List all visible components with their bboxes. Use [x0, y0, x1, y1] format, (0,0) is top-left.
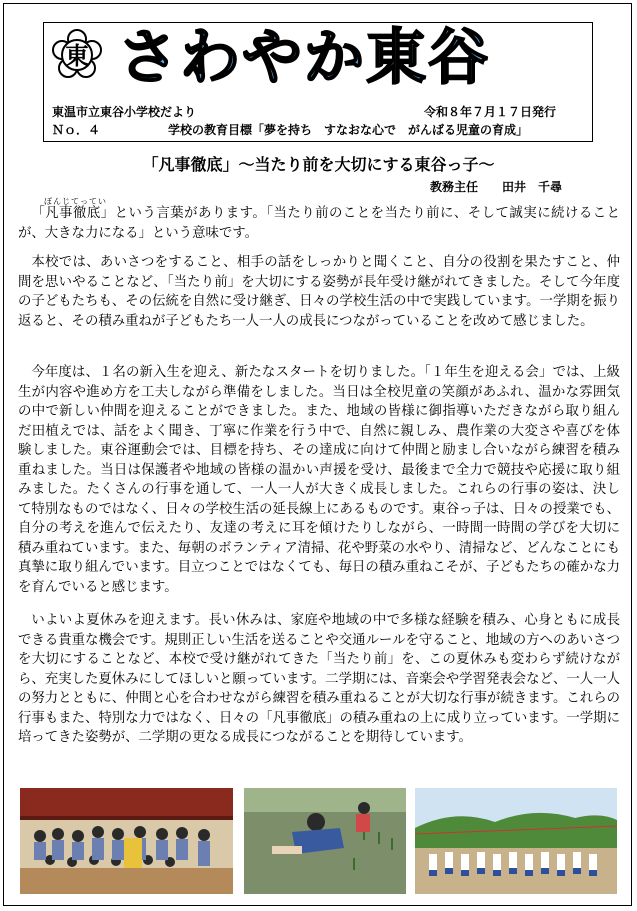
- furigana: ぼんじてってい: [44, 197, 107, 206]
- school-crest-icon: [51, 29, 103, 81]
- crest-character: 東: [65, 42, 89, 70]
- paragraph-1: 「凡事徹底」という言葉があります。「当たり前のことを当たり前に、そして誠実に続けることが、大きな力になる」という意味です。: [18, 206, 620, 241]
- rice-planting-photo: [244, 788, 406, 894]
- paragraph-2: 本校では、あいさつをすること、相手の話をしっかりと聞くこと、自分の役割を果たすこと、仲間を思いやることなど、「当たり前」を大切にする姿勢が長年受け継がれてきました。そして今年度の子どもたちも、その伝統を自然に受け継ぎ、日々の学校生活の中で実践しています。一学期を振り返ると、その積み重ねが子どもたち一人一人の成長につながっていることを改めて感じました。: [18, 255, 620, 329]
- school-name: 東温市立東谷小学校だより: [52, 105, 197, 119]
- article-headline: 「凡事徹底」～当たり前を大切にする東谷っ子～: [142, 155, 495, 174]
- paragraph-4: いよいよ夏休みを迎えます。長い休みは、家庭や地域の中で多様な経験を積み、心身ともに成長できる貴重な機会です。規則正しい生活を送ることや交通ルールを守ること、地域の方へのあいさつを大切にすることなど、本校で受け継がれてきた「当たり前」を、この夏休みも変わらず続けながら、充実した夏休みにしてほしいと願っています。二学期には、音楽会や学習発表会など、一人一人の努力とともに、仲間と心を合わせながら練習を積み重ねることが大切な行事が続きます。これらの行事もまた、特別な力ではなく、日々の「凡事徹底」の積み重ねの上に成り立っています。一学期に培ってきた姿勢が、二学期の更なる成長につながることを期待しています。: [18, 613, 620, 745]
- newsletter-title: さわやか東谷: [118, 23, 490, 93]
- education-goal: 学校の教育目標「夢を持ち すなおな心で がんばる児童の育成」: [168, 123, 529, 137]
- group-photo-stage: [20, 788, 233, 894]
- paragraph-3: 今年度は、１名の新入生を迎え、新たなスタートを切りました。「１年生を迎える会」では、上級生が内容や進め方を工夫しながら準備をしました。当日は全校児童の笑顔があふれ、温かな雰囲気の中で新しい仲間を迎えることができました。また、地域の皆様に御指導いただきながら取り組んだ田植えでは、話をよく聞き、丁寧に作業を行う中で、自然に親しみ、農作業の大変さや喜びを体験しました。東谷運動会では、目標を持ち、その達成に向けて仲間と励まし合いながら練習を積み重ねました。当日は保護者や地域の皆様の温かい声援を受け、最後まで全力で競技や応援に取り組みました。たくさんの行事を通して、一人一人が大きく成長しました。これらの行事の姿は、決して特別なものではなく、日々の学校生活の延長線上にあるものです。東谷っ子は、日々の授業でも、自分の考えを進んで伝えたり、友達の考えに耳を傾けたりしながら、一時間一時間の学びを大切に積み重ねています。また、毎朝のボランティア清掃、花や野菜の水やり、清掃など、どんなことにも真摯に取り組んでいます。目立つことではなくても、毎日の積み重ねこそが、子どもたちの確かな力を育んでいると感じます。: [18, 365, 620, 595]
- sports-day-photo: [415, 788, 617, 894]
- article-author: 教務主任 田井 千尋: [430, 180, 563, 194]
- issue-number: Ｎｏ．４: [52, 123, 101, 137]
- issue-date: 令和８年７月１７日発行: [424, 105, 557, 119]
